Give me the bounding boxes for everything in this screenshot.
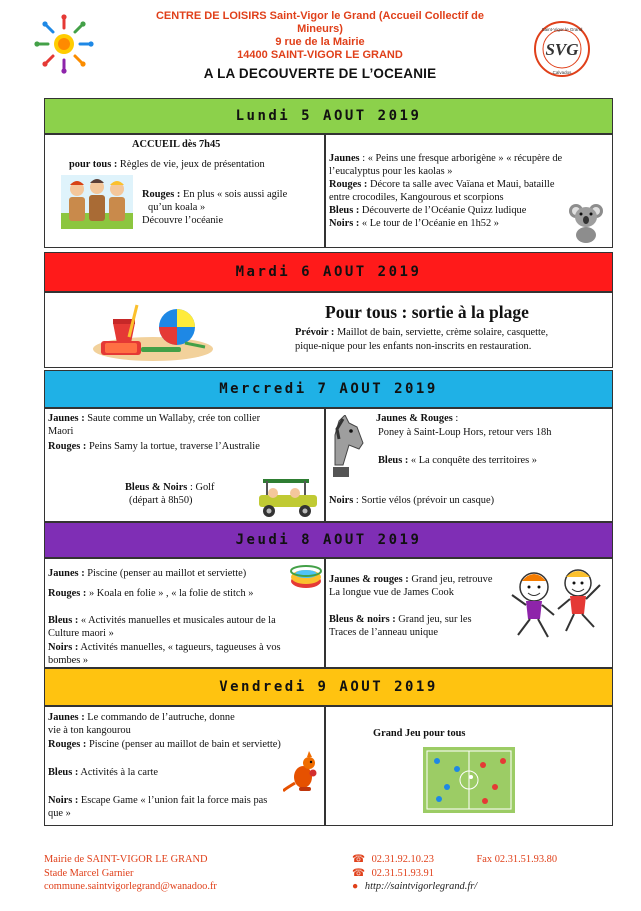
footer-phone-row-1 (352, 853, 557, 867)
friday-jaunes (48, 711, 235, 724)
text: Maillot de bain, serviette, crème solaire, casquette, (334, 327, 549, 338)
kangaroo-illustration (283, 751, 321, 793)
footer-phone2: 02.31.51.93.91 (371, 867, 434, 879)
monday-right-cell (325, 134, 613, 248)
text: « Le tour de l’Océanie en 1h52 » (359, 218, 499, 229)
centre-name-line2: Mineurs) (297, 23, 343, 35)
monday-rouges-3: Découvre l’océanie (142, 215, 224, 226)
label: Bleus & noirs : (329, 614, 396, 625)
footer-fax: Fax 02.31.51.93.80 (476, 854, 558, 865)
text: Escape Game « l’union fait la force mais pas (78, 795, 268, 806)
day-title-tuesday: Mardi 6 AOUT 2019 (235, 264, 422, 280)
label: Jaunes (329, 153, 360, 164)
text: : (452, 413, 459, 424)
monday-rouges-right (329, 178, 554, 191)
label: Jaunes : (48, 413, 85, 424)
text: Activités manuelles, « tagueurs, tagueuses à vos (78, 642, 281, 653)
day-title-friday: Vendredi 9 AOUT 2019 (219, 679, 438, 695)
friday-noirs (48, 794, 267, 807)
label: Noirs : (329, 218, 360, 229)
thursday-rouges (48, 587, 253, 600)
text: En plus « sois aussi agile (180, 189, 288, 200)
thursday-right-cell (325, 558, 613, 668)
footer-website-row (352, 880, 557, 894)
thursday-noirs (48, 641, 281, 654)
tuesday-prevoir-2: pique-nique pour les enfants non-inscrits en restauration. (295, 341, 532, 352)
text: Découverte de l’Océanie Quizz ludique (359, 205, 527, 216)
label: Bleus : (48, 615, 79, 626)
logo-initials: SVG (545, 40, 579, 59)
beach-toys-illustration (89, 297, 217, 363)
wednesday-left-cell (44, 408, 325, 522)
thursday-bleus-noirs (329, 613, 472, 626)
label: Rouges : (48, 441, 87, 452)
monday-accueil: ACCUEIL dès 7h45 (132, 139, 221, 150)
logo-ring-bottom: Calvados (552, 70, 572, 75)
tuesday-heading: Pour tous : sortie à la plage (325, 302, 529, 322)
label: Rouges : (329, 179, 368, 190)
friday-left-cell (44, 706, 325, 826)
text: Piscine (penser au maillot et serviette) (84, 568, 247, 579)
kids-sack-race-illustration (61, 175, 133, 229)
thursday-left-cell (44, 558, 325, 668)
label: Bleus : (378, 455, 409, 466)
day-title-monday: Lundi 5 AOUT 2019 (235, 108, 422, 124)
wednesday-bleus (378, 454, 537, 467)
monday-left-cell (44, 134, 325, 248)
day-title-wednesday: Mercredi 7 AOUT 2019 (219, 381, 438, 397)
friday-rouges (48, 738, 281, 751)
thursday-bleus (48, 614, 276, 627)
wednesday-jaunes-2: Maori (48, 426, 74, 437)
centre-address (120, 10, 520, 62)
monday-noirs (329, 217, 499, 230)
centre-name-line1: CENTRE DE LOISIRS Saint-Vigor le Grand (Accueil Collectif de (155, 10, 485, 22)
text: Le commando de l’autruche, donne (84, 712, 235, 723)
thursday-jaunes (48, 567, 246, 580)
tuesday-cell (44, 292, 613, 368)
text: Saute comme un Wallaby, crée ton collier (84, 413, 261, 424)
text: » Koala en folie » , « la folie de stitch » (86, 588, 254, 599)
footer-phone-row-2 (352, 867, 557, 881)
globe-icon: ● (352, 881, 359, 892)
monday-pour-tous (69, 158, 265, 171)
logo-ring-top: Saint-Vigor le Grand (541, 27, 583, 32)
monday-jaunes-2: l’eucalyptus pour les kaolas » (329, 166, 453, 177)
wednesday-poney: Poney à Saint-Loup Hors, retour vers 18h (378, 427, 552, 438)
svg-town-logo (533, 20, 591, 78)
street-address: 9 rue de la Mairie (275, 36, 365, 48)
monday-rouges-2: qu’un koala » (148, 202, 206, 213)
text: Grand jeu, retrouve (408, 574, 493, 585)
monday-bleus (329, 204, 526, 217)
friday-bleus (48, 766, 158, 779)
text: Piscine (penser au maillot de bain et serviette) (86, 739, 281, 750)
text: Règles de vie, jeux de présentation (117, 159, 265, 170)
text: « La conquête des territoires » (408, 455, 537, 466)
day-header-tuesday (44, 252, 613, 292)
centre-loisirs-logo (34, 14, 94, 74)
telephone-icon: ☎ (352, 867, 365, 879)
jumping-kids-illustration (504, 565, 604, 645)
footer-phone1: 02.31.92.10.23 (371, 854, 434, 865)
tuesday-prevoir (295, 326, 548, 339)
monday-rouges-right-2: entre crocodiles, Kangourous et scorpions (329, 192, 504, 203)
text: : « Peins une fresque arborigène » « récupère de (359, 153, 563, 164)
label: pour tous : (69, 159, 118, 170)
wednesday-rouges (48, 440, 260, 453)
label: Jaunes : (48, 568, 85, 579)
golf-cart-illustration (255, 465, 321, 519)
label: Noirs : (48, 642, 79, 653)
wednesday-bleus-noirs (125, 481, 215, 494)
text: Peins Samy la tortue, traverse l’Australie (86, 441, 260, 452)
telephone-icon: ☎ (352, 854, 365, 865)
day-header-friday (44, 668, 613, 706)
label: Rouges : (48, 739, 87, 750)
text: Grand jeu, sur les (395, 614, 472, 625)
text: Activités à la carte (78, 767, 158, 778)
friday-grand-jeu: Grand Jeu pour tous (373, 728, 466, 739)
friday-noirs-2: que » (48, 808, 71, 819)
text: : Golf (187, 482, 215, 493)
label: Bleus : (329, 205, 360, 216)
day-header-thursday (44, 522, 613, 558)
thursday-bleus-2: Culture maori » (48, 628, 114, 639)
text: : Sortie vélos (prévoir un casque) (353, 495, 495, 506)
wednesday-noirs (329, 494, 494, 507)
thursday-bleus-noirs-2: Traces de l’anneau unique (329, 627, 438, 638)
koala-illustration (568, 201, 604, 243)
thursday-jaunes-rouges (329, 573, 492, 586)
footer-email[interactable]: commune.saintvigorlegrand@wanadoo.fr (44, 881, 217, 892)
horse-illustration (329, 415, 369, 481)
friday-jaunes-2: vie à ton kangourou (48, 725, 131, 736)
label: Prévoir : (295, 327, 335, 338)
footer-mairie: Mairie de SAINT-VIGOR LE GRAND (44, 854, 208, 865)
label: Rouges : (142, 189, 181, 200)
label: Rouges : (48, 588, 87, 599)
day-header-monday (44, 98, 613, 134)
footer-stade: Stade Marcel Garnier (44, 867, 134, 879)
label: Jaunes : (48, 712, 85, 723)
label: Bleus : (48, 767, 79, 778)
footer-address (44, 853, 217, 894)
footer-contacts (352, 853, 557, 894)
label: Jaunes & Rouges (376, 413, 453, 424)
label: Bleus & Noirs (125, 482, 188, 493)
wednesday-jaunes (48, 412, 260, 425)
wednesday-bleus-noirs-2: (départ à 8h50) (129, 495, 193, 506)
label: Jaunes & rouges : (329, 574, 409, 585)
wednesday-jaunes-rouges (376, 412, 458, 425)
wednesday-right-cell (325, 408, 613, 522)
monday-jaunes (329, 152, 562, 165)
footer-website[interactable]: http://saintvigorlegrand.fr/ (364, 881, 478, 892)
thursday-noirs-2: bombes » (48, 655, 89, 666)
paddling-pool-illustration (290, 563, 322, 589)
day-title-thursday: Jeudi 8 AOUT 2019 (235, 532, 422, 548)
page-header (0, 0, 641, 92)
day-header-wednesday (44, 370, 613, 408)
text: Décore ta salle avec Vaïana et Maui, bataille (367, 179, 555, 190)
postal-city: 14400 SAINT-VIGOR LE GRAND (237, 49, 403, 61)
text: « Activités manuelles et musicales autour de la (78, 615, 276, 626)
monday-rouges (142, 188, 287, 201)
label: Noirs (329, 495, 354, 506)
page-title: A LA DECOUVERTE DE L’OCEANIE (203, 66, 437, 81)
team-game-illustration (423, 747, 515, 813)
thursday-jaunes-rouges-2: La longue vue de James Cook (329, 587, 454, 598)
label: Noirs : (48, 795, 79, 806)
friday-right-cell (325, 706, 613, 826)
